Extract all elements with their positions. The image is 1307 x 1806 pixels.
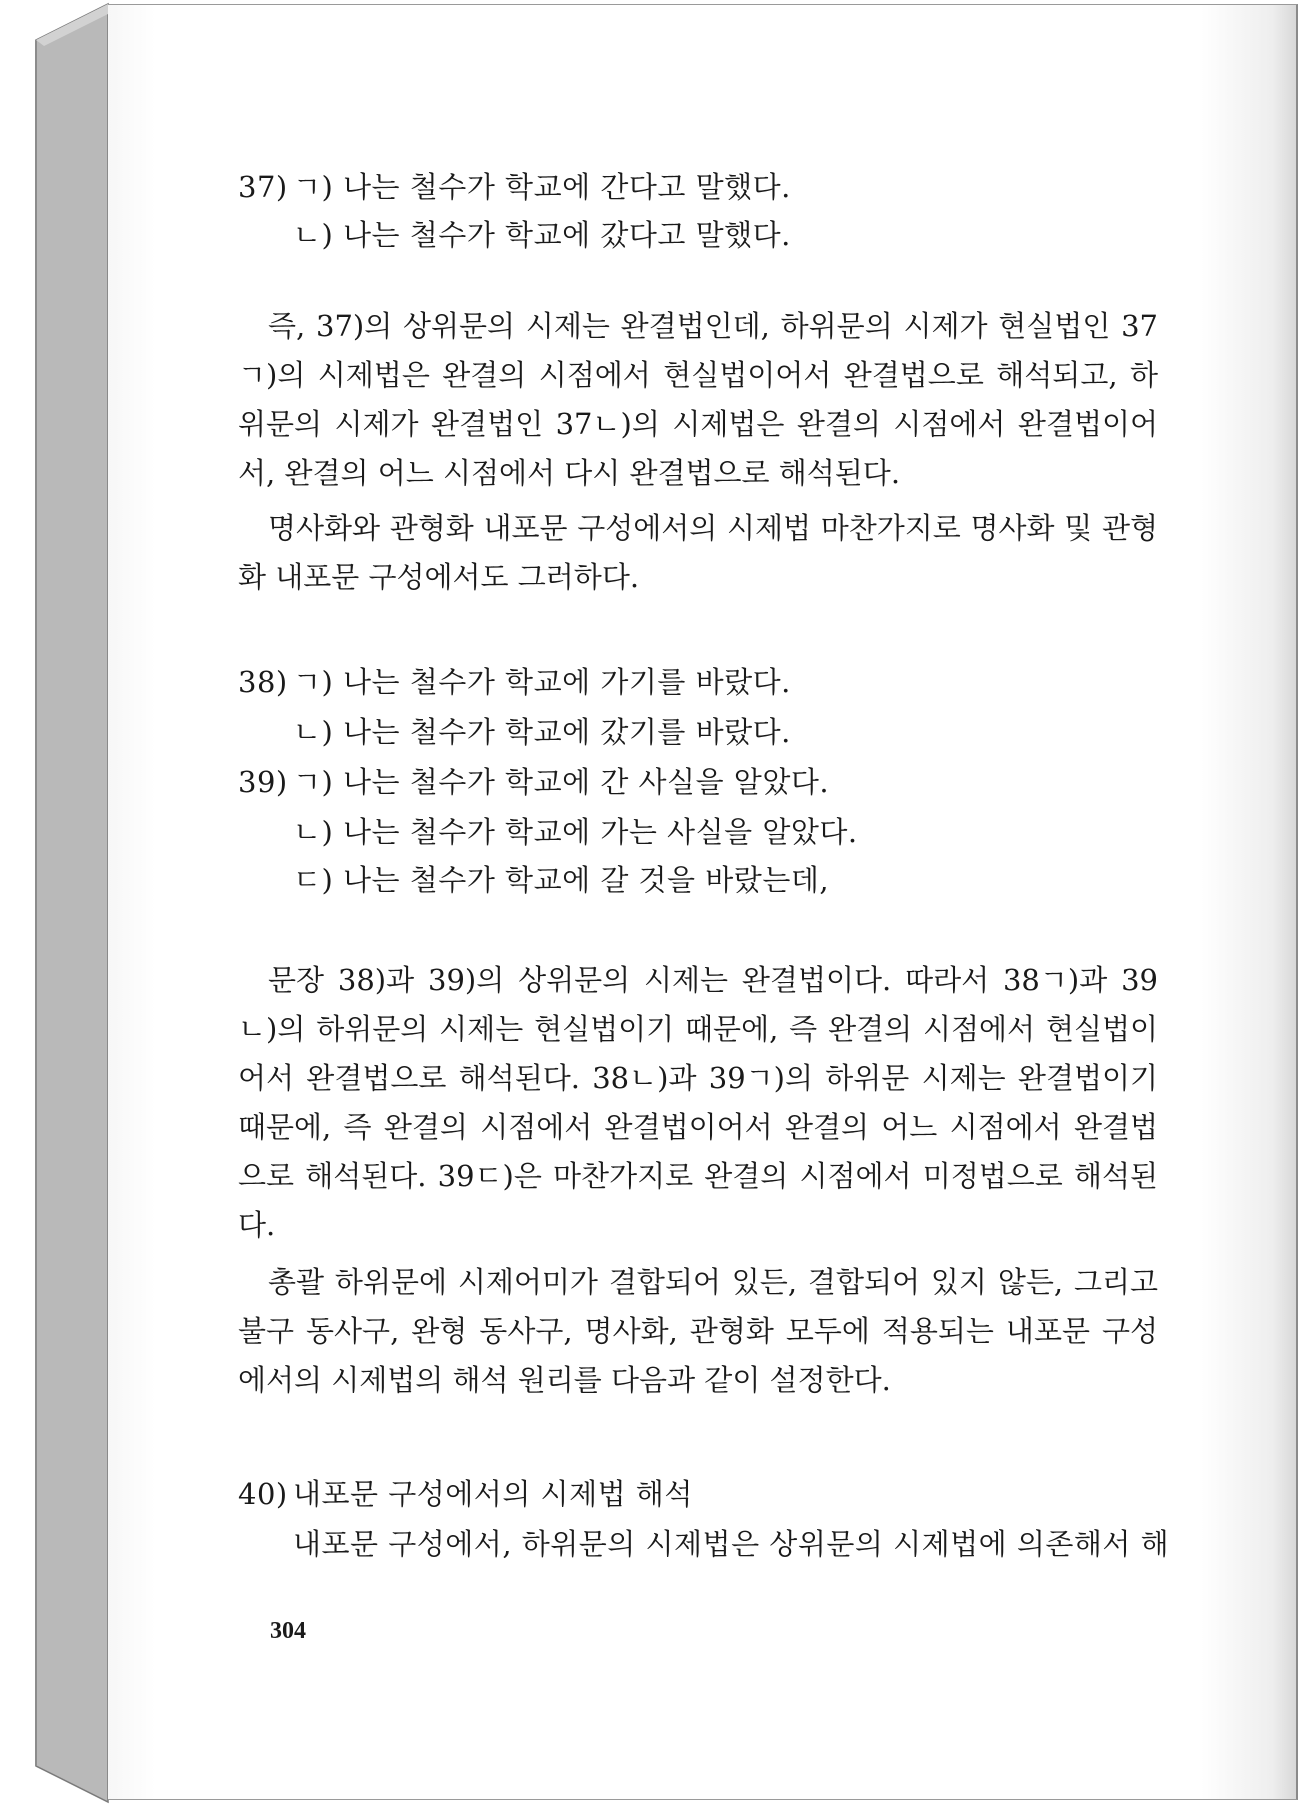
paragraph-2 <box>238 504 1158 602</box>
paragraph-text: 명사화와 관형화 내포문 구성에서의 시제법 마찬가지로 명사화 및 관형화 내포문 구성에서도 그러하다. <box>238 511 1158 594</box>
example-38a <box>238 660 791 701</box>
example-37b <box>293 213 791 254</box>
example-text: ㄴ) 나는 철수가 학교에 갔다고 말했다. <box>293 218 791 252</box>
example-text: 내포문 구성에서, 하위문의 시제법은 상위문의 시제법에 의존해서 해 <box>293 1527 1170 1561</box>
paragraph-1 <box>238 302 1158 498</box>
example-text: ㄱ) 나는 철수가 학교에 간다고 말했다. <box>293 170 791 204</box>
example-37a <box>238 165 791 206</box>
example-title: 내포문 구성에서의 시제법 해석 <box>293 1477 693 1511</box>
example-number: 37) <box>238 170 288 204</box>
example-40-text <box>293 1522 1169 1563</box>
example-text: ㄴ) 나는 철수가 학교에 가는 사실을 알았다. <box>293 815 858 849</box>
example-number: 39) <box>238 765 288 799</box>
example-40-heading <box>238 1472 693 1513</box>
example-39b <box>293 810 858 851</box>
example-text: ㄱ) 나는 철수가 학교에 간 사실을 알았다. <box>293 765 830 799</box>
example-text: ㄷ) 나는 철수가 학교에 갈 것을 바랐는데, <box>293 863 830 897</box>
book-edge <box>0 0 110 1806</box>
example-39c <box>293 858 829 899</box>
paragraph-4 <box>238 1258 1158 1405</box>
example-38b <box>293 710 791 751</box>
paragraph-text: 문장 38)과 39)의 상위문의 시제는 완결법이다. 따라서 38ㄱ)과 39ㄴ)의 하위문의 시제는 현실법이기 때문에, 즉 완결의 시점에서 현실법이어서 완결법으로 해석된다. 38ㄴ)과 39ㄱ)의 하위문 시제는 완결법이기 때문에, 즉 완결의 시점에서 완결법이어서 완결의 어느 시점에서 완결법으로 해석된다. 39ㄷ)은 마찬가지로 완결의 시점에서 미정법으로 해석된다. <box>238 963 1158 1242</box>
paragraph-text: 즉, 37)의 상위문의 시제는 완결법인데, 하위문의 시제가 현실법인 37ㄱ)의 시제법은 완결의 시점에서 현실법이어서 완결법으로 해석되고, 하위문의 시제가 완결법인 37ㄴ)의 시제법은 완결의 시점에서 완결법이어서, 완결의 어느 시점에서 다시 완결법으로 해석된다. <box>238 309 1158 490</box>
page-number: 304 <box>270 1618 306 1644</box>
example-text: ㄴ) 나는 철수가 학교에 갔기를 바랐다. <box>293 715 791 749</box>
example-number: 38) <box>238 665 288 699</box>
example-text: ㄱ) 나는 철수가 학교에 가기를 바랐다. <box>293 665 791 699</box>
paragraph-text: 총괄 하위문에 시제어미가 결합되어 있든, 결합되어 있지 않든, 그리고 불구 동사구, 완형 동사구, 명사화, 관형화 모두에 적용되는 내포문 구성에서의 시제법의 해석 원리를 다음과 같이 설정한다. <box>238 1265 1158 1397</box>
paragraph-3 <box>238 956 1158 1250</box>
example-39a <box>238 760 829 801</box>
example-number: 40) <box>238 1477 288 1511</box>
